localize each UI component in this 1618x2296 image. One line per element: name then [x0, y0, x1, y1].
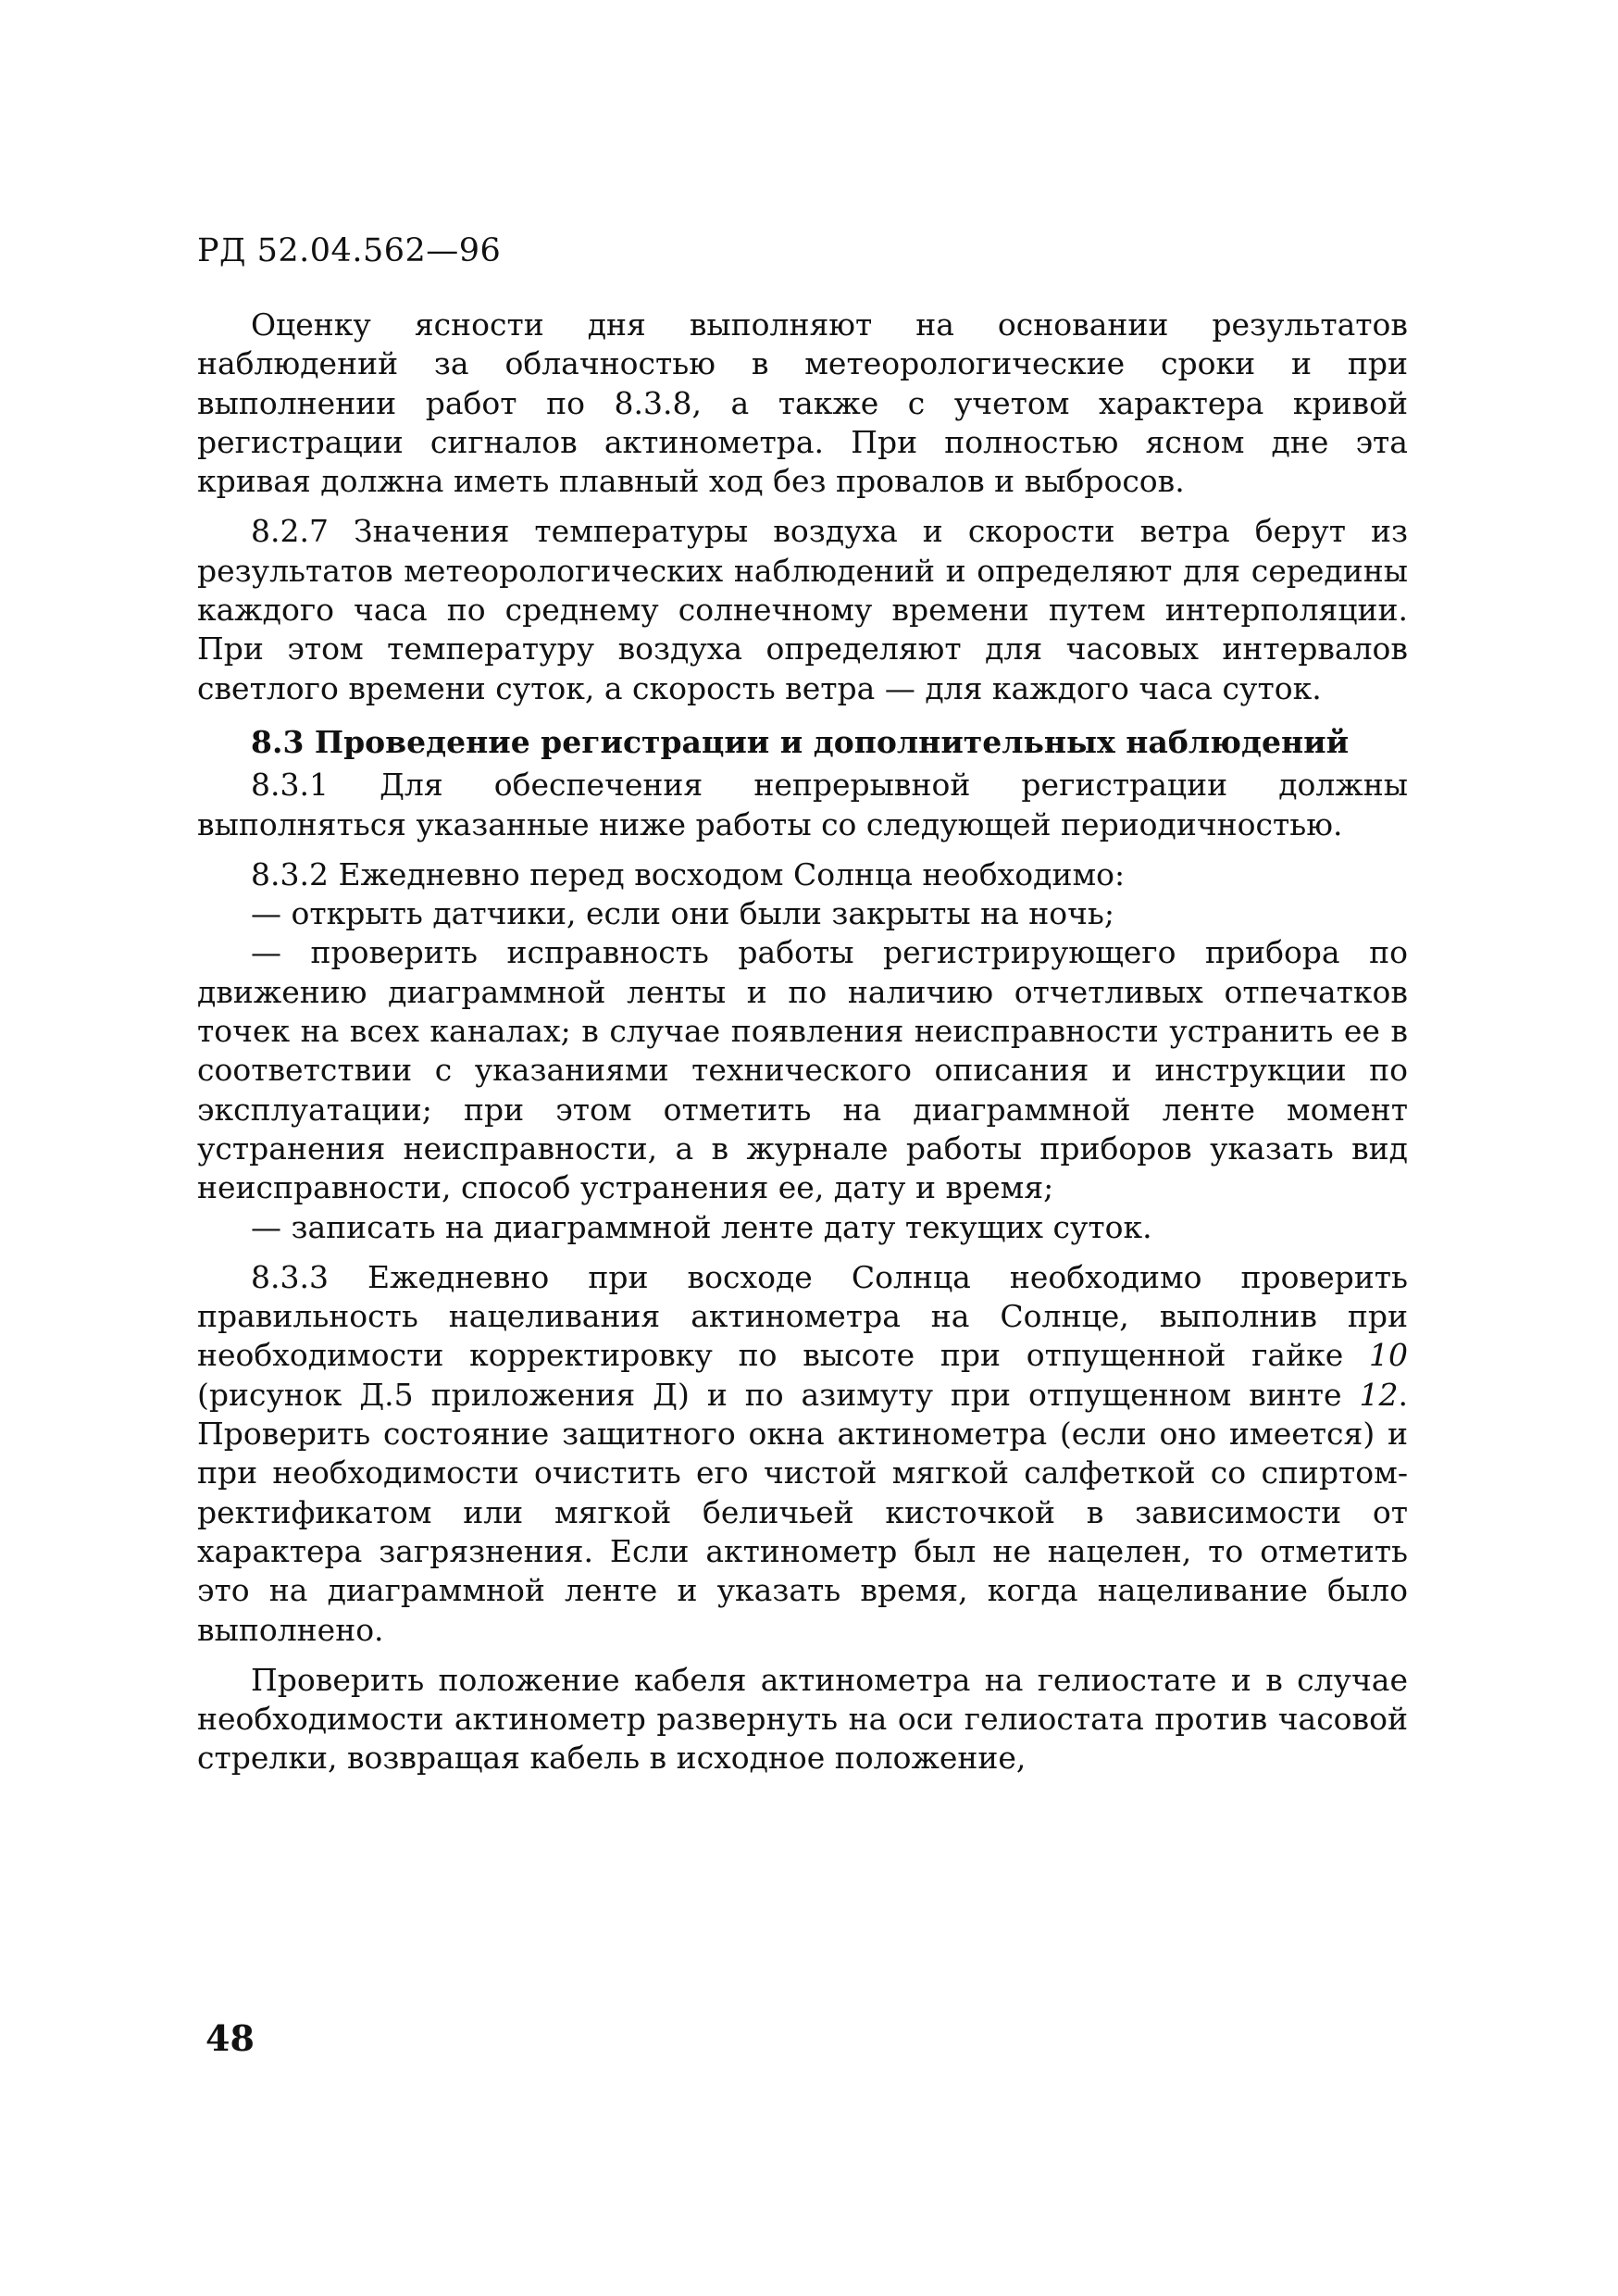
section-heading-8-3: 8.3 Проведение регистрации и дополнительных наблюдений — [251, 723, 1350, 760]
screw-reference-number: 12 — [1359, 1376, 1399, 1413]
page-number: 48 — [205, 2017, 255, 2059]
list-item-write-date: — записать на диаграммной ленте дату текущих суток. — [251, 1208, 1152, 1245]
document-body — [197, 306, 1408, 1778]
list-item-open-sensors: — открыть датчики, если они были закрыты на ночь; — [251, 895, 1115, 932]
paragraph-8-3-1: 8.3.1 Для обеспечения непрерывной регистрации должны выполняться указанные ниже работы со следующей периодичностью. — [197, 767, 1408, 842]
paragraph-day-clarity: Оценку ясности дня выполняют на основании результатов наблюдений за облачностью в метеорологические сроки и при выполнении работ по 8.3.8, а также с учетом характера кривой регистрации сигналов актинометра. При полностью ясном дне эта кривая должна иметь плавный ход без провалов и выбросов. — [197, 306, 1408, 500]
paragraph-8-3-3-part-a: 8.3.3 Ежедневно при восходе Солнца необходимо проверить правильность нацеливания актинометра на Солнце, выполнив при необходимости корректировку по высоте при отпущенной гайке — [197, 1258, 1408, 1374]
list-item-check-recorder: — проверить исправность работы регистрирующего прибора по движению диаграммной ленты и по наличию отчетливых отпечатков точек на всех каналах; в случае появления неисправности устранить ее в соответствии с указаниями технического описания и инструкции по эксплуатации; при этом отметить на диаграммной ленте момент устранения неисправности, а в журнале работы приборов указать вид неисправности, способ устранения ее, дату и время; — [197, 934, 1408, 1206]
paragraph-8-3-3-part-b: (рисунок Д.5 приложения Д) и по азимуту при отпущенном винте — [197, 1376, 1360, 1413]
paragraph-8-2-7: 8.2.7 Значения температуры воздуха и скорости ветра берут из результатов метеорологических наблюдений и определяют для середины каждого часа по среднему солнечному времени путем интерполяции. При этом температуру воздуха определяют для часовых интервалов светлого времени суток, а скорость ветра — для каждого часа суток. — [197, 513, 1408, 706]
paragraph-8-3-2: 8.3.2 Ежедневно перед восходом Солнца необходимо: — [251, 855, 1126, 892]
paragraph-8-3-3 — [197, 1258, 1408, 1650]
paragraph-8-3-3-part-c: . Проверить состояние защитного окна актинометра (если оно имеется) и при необходимости очистить его чистой мягкой салфеткой со спиртом-ректификатом или мягкой беличьей кисточкой в зависимости от характера загрязнения. Если актинометр был не нацелен, то отметить это на диаграммной ленте и указать время, когда нацеливание было выполнено. — [197, 1376, 1408, 1648]
document-code-header: РД 52.04.562—96 — [197, 232, 502, 269]
nut-reference-number: 10 — [1369, 1337, 1408, 1374]
paragraph-cable-position: Проверить положение кабеля актинометра на гелиостате и в случае необходимости актинометр развернуть на оси гелиостата против часовой стрелки, возвращая кабель в исходное положение, — [197, 1661, 1408, 1777]
